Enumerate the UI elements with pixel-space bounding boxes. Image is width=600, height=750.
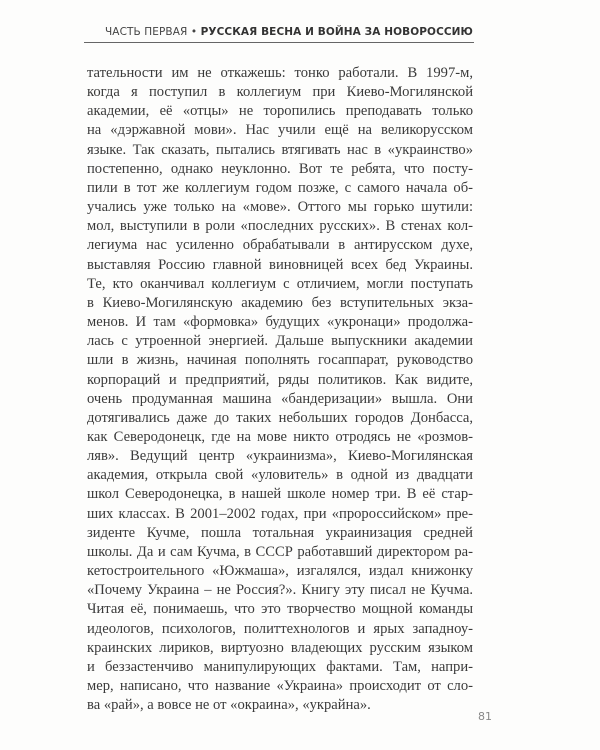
page-number: 81 — [478, 710, 492, 723]
text-line: краинских лириков, виртуозно владеющих русским языком — [87, 639, 473, 656]
text-line: в Киево-Могилянскую академию без вступительных экза- — [87, 294, 473, 311]
body-text — [87, 64, 473, 715]
text-line: и беззастенчиво манипулирующих фактами. Там, напри- — [87, 658, 473, 675]
text-line: ва «рай», а вовсе не от «окраина», «украйна». — [87, 697, 371, 714]
text-line: как Северодонецк, где на мове никто отродясь не «розмов- — [87, 428, 473, 445]
text-line: школы. Да и сам Кучма, в СССР работавший директором ра- — [87, 543, 473, 560]
text-line: мол, выступили в роли «последних русских». В стенах кол- — [87, 218, 473, 235]
text-line: лась с утроенной энергией. Дальше выпускники академии — [87, 333, 473, 350]
text-line: очень продуманная машина «бандеризации» вышла. Они — [87, 390, 473, 407]
text-line: на «дэржавной мови». Нас учили ещё на великорусском — [87, 122, 473, 139]
text-line: ших классах. В 2001–2002 годах, при «пророссийском» пре- — [87, 505, 473, 522]
text-line: академии, её «отцы» не торопились преподавать только — [87, 103, 473, 120]
text-line: кетостроительного «Южмаша», изгалялся, издал книжонку — [87, 563, 473, 580]
text-line: пили в тот же коллегиум годом позже, с самого начала об- — [87, 179, 473, 196]
text-line: корпораций и предприятий, ряды политиков. Как видите, — [87, 371, 473, 388]
text-line: школ Северодонецка, в нашей школе номер три. В её стар- — [87, 486, 473, 503]
text-line: зиденте Кучме, пошла тотальная украинизация средней — [87, 524, 473, 541]
header-rule — [84, 42, 474, 43]
text-line: менов. И там «формовка» будущих «укронаци» продолжа- — [87, 314, 473, 331]
text-line: академия, открыла свой «уловитель» в одной из двадцати — [87, 467, 473, 484]
running-header — [87, 26, 473, 38]
text-line: идеологов, психологов, политтехнологов и ярых западноу- — [87, 620, 473, 637]
text-line: выставляя Россию главной виновницей всех бед Украины. — [87, 256, 473, 273]
text-line: мер, написано, что название «Украина» происходит от сло- — [87, 678, 473, 694]
text-line: учались уже только на «мове». Оттого мы горько шутили: — [87, 199, 473, 216]
text-line: Читая её, понимаешь, что это творчество мощной команды — [87, 601, 473, 618]
text-line: ляв». Ведущий центр «украинизма», Киево-Могилянская — [87, 448, 473, 465]
text-line: когда я поступил в коллегиум при Киево-Могилянской — [87, 84, 473, 101]
text-line: языке. Так сказать, пытались втягивать нас в «украинство» — [87, 141, 473, 158]
text-line: тательности им не откажешь: тонко работали. В 1997-м, — [87, 65, 473, 81]
text-line: шли в жизнь, начиная пополнять госаппарат, руководство — [87, 352, 473, 369]
text-line: дотягивались даже до таких небольших городов Донбасса, — [87, 409, 473, 426]
header-part: ЧАСТЬ ПЕРВАЯ — [105, 26, 188, 38]
header-title: РУССКАЯ ВЕСНА И ВОЙНА ЗА НОВОРОССИЮ — [200, 26, 473, 38]
text-line: легиума нас усиленно обрабатывали в антирусском духе, — [87, 237, 473, 254]
header-separator: • — [190, 26, 198, 38]
text-line: постепенно, однако неуклонно. Вот те ребята, что посту- — [87, 160, 473, 177]
text-line: «Почему Украина – не Россия?». Книгу эту писал не Кучма. — [87, 582, 473, 599]
text-line: Те, кто оканчивал коллегиум с отличием, могли поступать — [87, 275, 473, 292]
